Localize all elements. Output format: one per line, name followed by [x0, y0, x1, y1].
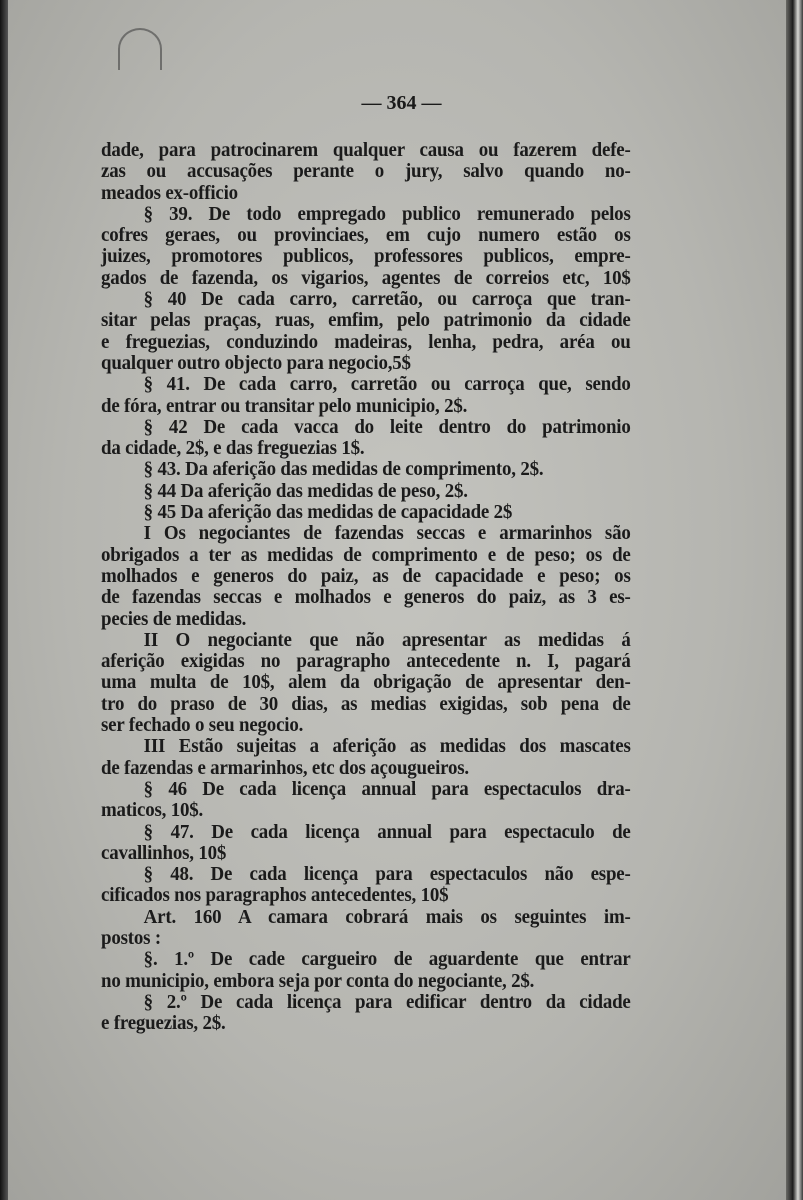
text-line: § 40 De cada carro, carretão, ou carroça que tran- [143, 289, 631, 311]
page-right-edge [786, 0, 803, 1200]
text-line: III Estão sujeitas a aferição as medidas dos mascates [143, 736, 631, 758]
text-line: no municipio, embora seja por conta do negociante, 2$. [101, 970, 535, 992]
text-line: cificados nos paragraphos antecedentes, 10$ [101, 885, 449, 907]
text-line: dade, para patrocinarem qualquer causa ou fazerem defe- [101, 140, 631, 161]
page-left-edge [0, 0, 8, 1200]
text-line: juizes, promotores publicos, professores publicos, empre- [101, 246, 631, 268]
text-line: obrigados a ter as medidas de comprimento e de peso; os de [101, 544, 631, 566]
text-line: maticos, 10$. [101, 800, 204, 822]
text-line: da cidade, 2$, e das freguezias 1$. [101, 438, 365, 460]
text-line: § 45 Da aferição das medidas de capacidade 2$ [143, 502, 513, 524]
text-line: aferição exigidas no paragrapho antecedente n. I, pagará [101, 651, 631, 673]
text-line: § 43. Da aferição das medidas de comprimento, 2$. [143, 459, 544, 481]
text-line: de fazendas e armarinhos, etc dos açougueiros. [101, 757, 469, 779]
text-line: cavallinhos, 10$ [101, 842, 227, 864]
text-line: § 2.º De cada licença para edificar dentro da cidade [143, 991, 631, 1013]
text-line: pecies de medidas. [101, 608, 247, 630]
text-line: § 41. De cada carro, carretão ou carroça que, sendo [143, 374, 631, 396]
text-line: uma multa de 10$, alem da obrigação de apresentar den- [101, 672, 631, 694]
text-line: II O negociante que não apresentar as medidas á [143, 629, 631, 651]
text-line: cofres geraes, ou provinciaes, em cujo numero estão os [101, 225, 631, 247]
body-text [101, 140, 647, 1034]
text-line: de fazendas seccas e molhados e generos do paiz, as 3 es- [101, 587, 631, 609]
text-line: Art. 160 A camara cobrará mais os seguintes im- [143, 906, 631, 928]
text-line: meados ex-officio [101, 182, 238, 204]
text-line: I Os negociantes de fazendas seccas e armarinhos são [143, 523, 631, 545]
text-line: postos : [101, 927, 161, 949]
text-line: § 48. De cada licença para espectaculos não espe- [143, 864, 631, 886]
text-line: ser fechado o seu negocio. [101, 715, 304, 737]
text-line: §. 1.º De cade cargueiro de aguardente que entrar [143, 949, 631, 971]
text-line: tro do praso de 30 dias, as medias exigidas, sob pena de [101, 693, 631, 715]
text-line: qualquer outro objecto para negocio,5$ [101, 352, 411, 374]
text-line: § 44 Da aferição das medidas de peso, 2$. [143, 480, 468, 502]
text-line: § 47. De cada licença annual para espectaculo de [143, 821, 631, 843]
ink-mark [118, 28, 162, 70]
text-line: § 42 De cada vacca do leite dentro do patrimonio [143, 416, 631, 438]
text-line: e freguezias, 2$. [101, 1013, 226, 1035]
page-number: — 364 — [361, 92, 442, 114]
text-line: e freguezias, conduzindo madeiras, lenha, pedra, aréa ou [101, 331, 631, 353]
text-line: de fóra, entrar ou transitar pelo municipio, 2$. [101, 395, 468, 417]
text-line: sitar pelas praças, ruas, emfim, pelo patrimonio da cidade [101, 310, 631, 332]
text-line: § 46 De cada licença annual para espectaculos dra- [143, 778, 631, 800]
text-line: molhados e generos do paiz, as de capacidade e peso; os [101, 565, 631, 587]
text-line: § 39. De todo empregado publico remunerado pelos [143, 203, 631, 225]
text-line: gados de fazenda, os vigarios, agentes de correios etc, 10$ [101, 267, 631, 289]
text-line: zas ou accusações perante o jury, salvo quando no- [101, 161, 631, 183]
